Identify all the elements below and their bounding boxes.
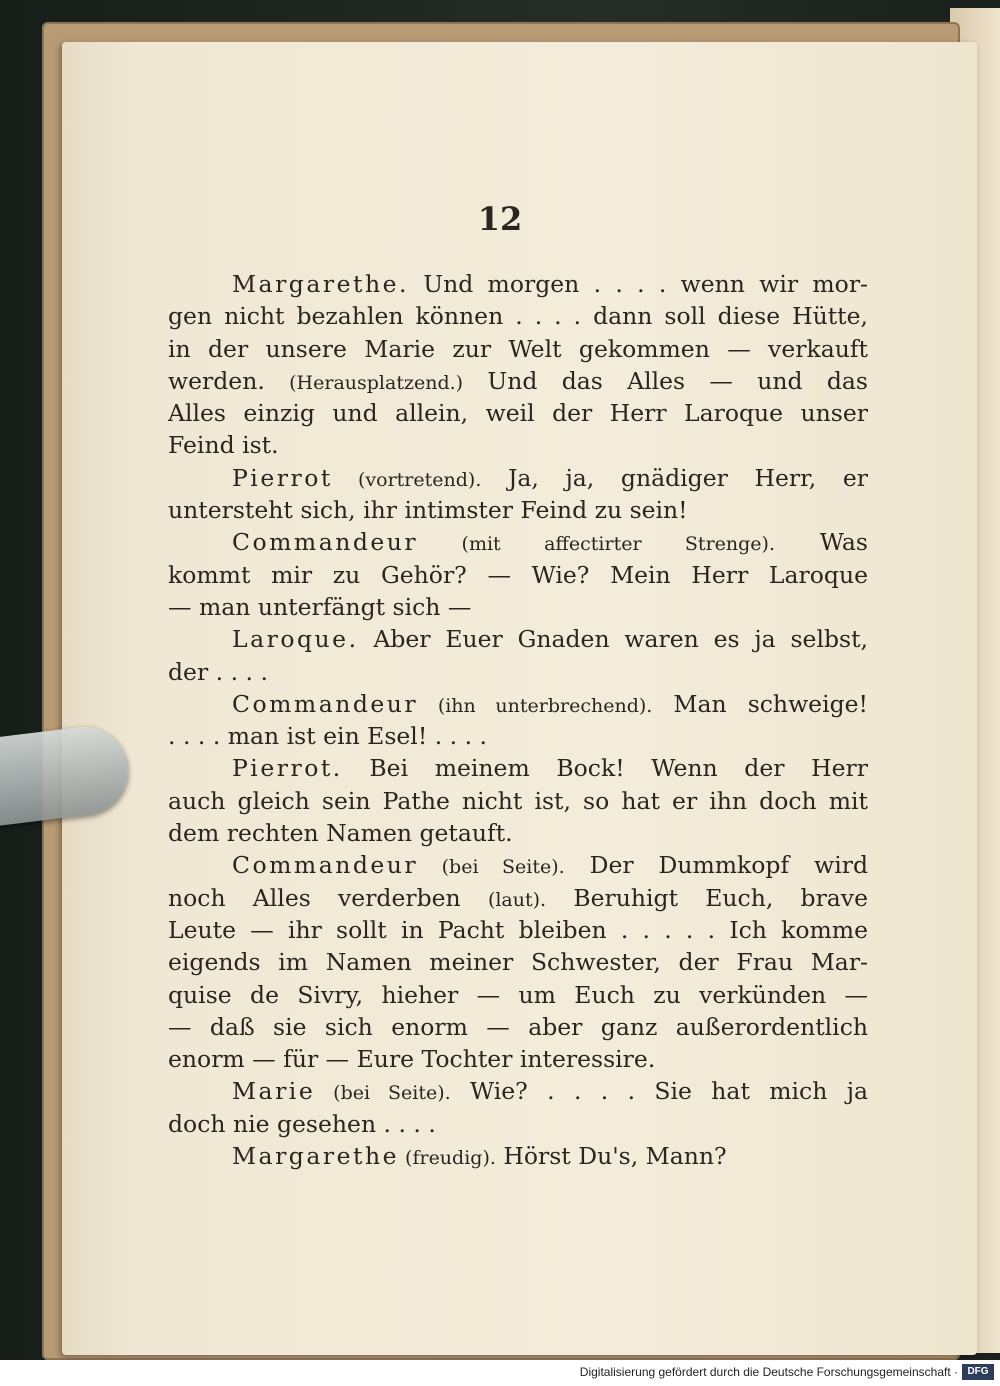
stage-direction: (ihn unterbrechend). [418, 694, 653, 717]
speaker-name: Commandeur [232, 851, 419, 880]
line-text: Aber Euer Gnaden waren es ja selbst, [358, 625, 868, 654]
speaker-name: Laroque. [232, 625, 359, 654]
text-line [168, 462, 868, 494]
speaker-name: Commandeur [232, 689, 419, 718]
text-line [168, 591, 868, 623]
text-line [168, 688, 868, 720]
stage-direction: (mit affectirter Strenge). [418, 533, 775, 556]
speaker-name: Commandeur [232, 528, 419, 557]
page-number: 12 [477, 200, 523, 238]
text-line [168, 1108, 868, 1140]
line-text: Was [775, 528, 868, 557]
line-text: gen nicht bezahlen können . . . . dann soll diese Hütte, [168, 302, 868, 331]
text-line [168, 882, 868, 914]
stage-direction: (vortretend). [332, 468, 482, 491]
text-line [168, 946, 868, 978]
line-text: Ja, ja, gnädiger Herr, er [481, 463, 868, 492]
line-text: auch gleich sein Pathe nicht ist, so hat er ihn doch mit [168, 786, 868, 815]
line-text: noch Alles verderben [168, 883, 488, 912]
line-text: Der Dummkopf wird [564, 851, 868, 880]
text-line [168, 1043, 868, 1075]
line-text: . . . . man ist ein Esel! . . . . [168, 722, 488, 751]
text-line [168, 849, 868, 881]
text-line [168, 397, 868, 429]
line-text: — daß sie sich enorm — aber ganz außerordentlich [168, 1012, 868, 1041]
text-line [168, 526, 868, 558]
digitization-credit: Digitalisierung gefördert durch die Deutsche Forschungsgemeinschaft · [579, 1365, 958, 1379]
line-text: doch nie gesehen . . . . [168, 1109, 436, 1138]
line-text: Bei meinem Bock! Wenn der Herr [342, 754, 868, 783]
text-line [168, 429, 868, 461]
text-line [168, 785, 868, 817]
line-text: Und morgen . . . . wenn wir mor- [408, 270, 868, 298]
line-text: quise de Sivry, hieher — um Euch zu verkünden — [168, 980, 868, 1009]
line-text: Und das Alles — und das [463, 366, 868, 395]
speaker-name: Pierrot [232, 463, 333, 492]
body-text [168, 268, 868, 1172]
line-text: enorm — für — Eure Tochter interessire. [168, 1045, 656, 1074]
text-line [168, 494, 868, 526]
stage-direction: (freudig). [399, 1147, 496, 1170]
speaker-name: Pierrot. [232, 754, 343, 783]
line-text: Leute — ihr sollt in Pacht bleiben . . . . . Ich komme [168, 915, 868, 944]
line-text: untersteht sich, ihr intimster Feind zu sein! [168, 496, 688, 525]
line-text: werden. [168, 366, 290, 395]
text-line [168, 559, 868, 591]
speaker-name: Margarethe. [232, 270, 409, 298]
line-text: — man unterfängt sich — [168, 592, 472, 621]
footer-bar [0, 1360, 1000, 1386]
text-line [168, 623, 868, 655]
dfg-logo: DFG [962, 1364, 994, 1380]
text-line [168, 333, 868, 365]
line-text: Alles einzig und allein, weil der Herr Laroque unser [168, 399, 868, 428]
line-text: Hörst Du's, Mann? [495, 1142, 727, 1171]
stage-direction: (Herausplatzend.) [289, 371, 464, 394]
text-line [168, 720, 868, 752]
speaker-name: Margarethe [232, 1142, 399, 1171]
text-line [168, 1075, 868, 1107]
line-text: eigends im Namen meiner Schwester, der Frau Mar- [168, 948, 868, 977]
text-line [168, 817, 868, 849]
text-line [168, 752, 868, 784]
line-text: Man schweige! [652, 689, 868, 718]
line-text: in der unsere Marie zur Welt gekommen — verkauft [168, 334, 868, 363]
line-text: dem rechten Namen getauft. [168, 819, 513, 848]
line-text: kommt mir zu Gehör? — Wie? Mein Herr Laroque [168, 560, 868, 589]
text-line [168, 656, 868, 688]
text-line [168, 914, 868, 946]
text-line [168, 979, 868, 1011]
speaker-name: Marie [232, 1077, 316, 1106]
line-text: Feind ist. [168, 431, 279, 460]
text-line [168, 365, 868, 397]
stage-direction: (bei Seite). [418, 856, 565, 879]
line-text: der . . . . [168, 657, 268, 686]
stage-direction: (laut). [487, 888, 547, 911]
text-line [168, 300, 868, 332]
text-line [168, 268, 868, 300]
text-line [168, 1011, 868, 1043]
line-text: Wie? . . . . Sie hat mich ja [450, 1077, 868, 1106]
stage-direction: (bei Seite). [315, 1082, 451, 1105]
line-text: Beruhigt Euch, brave [546, 883, 868, 912]
text-line [168, 1140, 868, 1172]
